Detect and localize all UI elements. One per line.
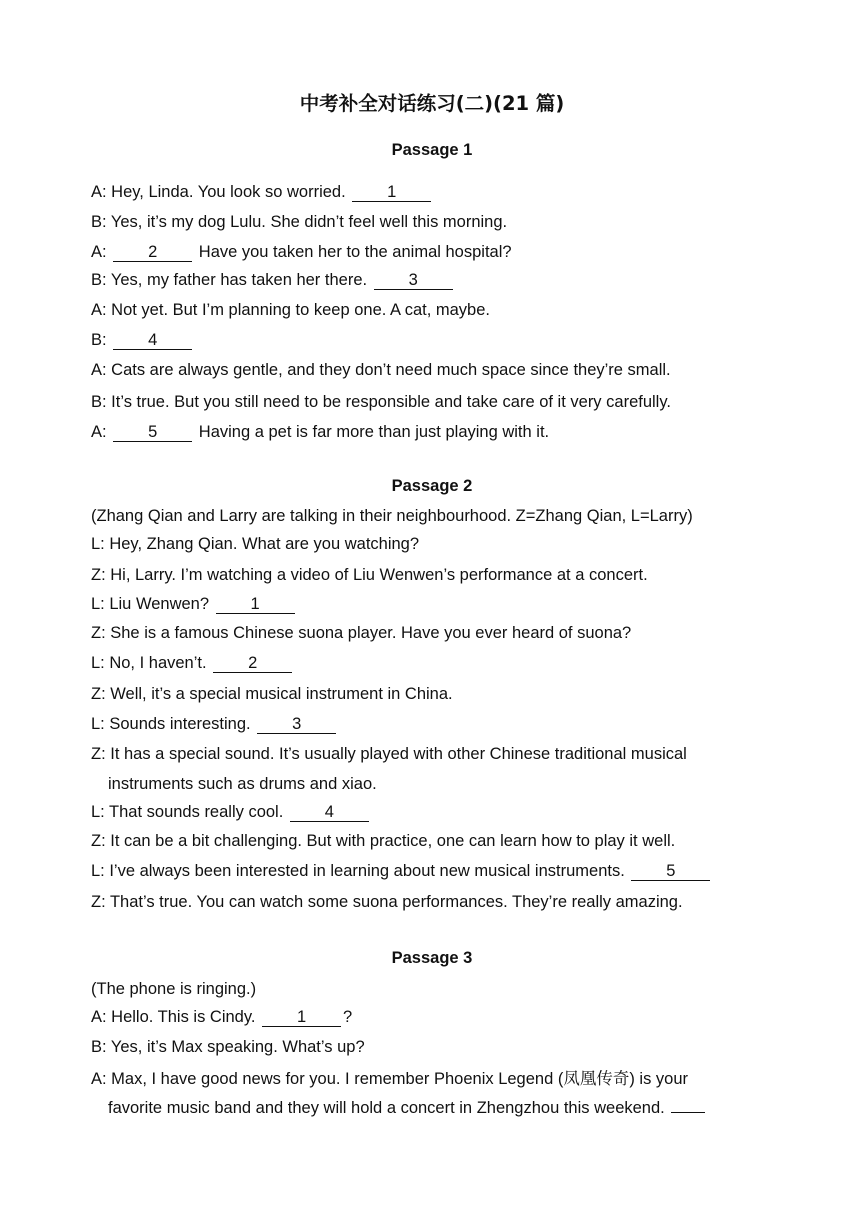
dialogue-text: L: That sounds really cool. bbox=[91, 803, 288, 821]
dialogue-line bbox=[91, 1068, 688, 1090]
dialogue-text: B: bbox=[91, 331, 112, 349]
dialogue-line bbox=[91, 181, 433, 203]
passage-heading: Passage 1 bbox=[391, 141, 473, 159]
dialogue-line bbox=[91, 211, 507, 233]
answer-blank[interactable]: 3 bbox=[257, 716, 336, 734]
dialogue-line bbox=[108, 1097, 707, 1119]
dialogue-text: (Zhang Qian and Larry are talking in their neighbourhood. Z=Zhang Qian, L=Larry) bbox=[91, 507, 693, 525]
dialogue-text: A: Max, I have good news for you. I remember Phoenix Legend (凤凰传奇) is your bbox=[91, 1070, 689, 1088]
answer-blank[interactable]: 1 bbox=[262, 1009, 341, 1027]
dialogue-line bbox=[91, 1036, 365, 1058]
dialogue-text: A: bbox=[91, 423, 112, 441]
passage-heading: Passage 2 bbox=[391, 477, 473, 495]
dialogue-line bbox=[91, 891, 683, 913]
answer-blank[interactable]: 5 bbox=[631, 863, 710, 881]
dialogue-line bbox=[91, 533, 419, 555]
dialogue-text: A: Hello. This is Cindy. bbox=[91, 1008, 261, 1026]
answer-blank[interactable]: 4 bbox=[290, 804, 369, 822]
dialogue-text: B: Yes, my father has taken her there. bbox=[91, 271, 372, 289]
dialogue-text: ? bbox=[343, 1008, 353, 1026]
answer-blank[interactable] bbox=[671, 1112, 705, 1113]
answer-blank[interactable]: 2 bbox=[213, 655, 292, 673]
dialogue-text: instruments such as drums and xiao. bbox=[108, 775, 377, 793]
dialogue-line bbox=[91, 329, 194, 351]
dialogue-text: L: I’ve always been interested in learning about new musical instruments. bbox=[91, 862, 630, 880]
dialogue-line bbox=[91, 830, 675, 852]
dialogue-line bbox=[108, 773, 377, 795]
dialogue-line bbox=[91, 978, 256, 1000]
dialogue-text: L: Hey, Zhang Qian. What are you watching? bbox=[91, 535, 420, 553]
dialogue-line bbox=[91, 564, 648, 586]
dialogue-text: Have you taken her to the animal hospital? bbox=[194, 243, 512, 261]
dialogue-text: A: Hey, Linda. You look so worried. bbox=[91, 183, 351, 201]
dialogue-text: Z: She is a famous Chinese suona player. Have you ever heard of suona? bbox=[91, 624, 632, 642]
dialogue-line bbox=[91, 391, 671, 413]
dialogue-line bbox=[91, 505, 693, 527]
passage-heading: Passage 3 bbox=[391, 949, 473, 967]
dialogue-text: (The phone is ringing.) bbox=[91, 980, 257, 998]
dialogue-text: favorite music band and they will hold a concert in Zhengzhou this weekend. bbox=[108, 1099, 670, 1117]
dialogue-text: Having a pet is far more than just playing with it. bbox=[194, 423, 550, 441]
dialogue-text: Z: Well, it’s a special musical instrument in China. bbox=[91, 685, 453, 703]
dialogue-text: L: Liu Wenwen? bbox=[91, 595, 214, 613]
dialogue-text: A: Cats are always gentle, and they don’t need much space since they’re small. bbox=[91, 361, 671, 379]
dialogue-text: B: Yes, it’s Max speaking. What’s up? bbox=[91, 1038, 365, 1056]
dialogue-text: Z: That’s true. You can watch some suona performances. They’re really amazing. bbox=[91, 893, 683, 911]
dialogue-text: A: Not yet. But I’m planning to keep one. A cat, maybe. bbox=[91, 301, 490, 319]
dialogue-line bbox=[91, 860, 712, 882]
dialogue-line bbox=[91, 421, 549, 443]
dialogue-line bbox=[91, 359, 671, 381]
dialogue-text: Z: It has a special sound. It’s usually played with other Chinese traditional musical bbox=[91, 745, 687, 763]
dialogue-line bbox=[91, 652, 294, 674]
dialogue-line bbox=[91, 801, 371, 823]
dialogue-text: Z: Hi, Larry. I’m watching a video of Liu Wenwen’s performance at a concert. bbox=[91, 566, 648, 584]
answer-blank[interactable]: 4 bbox=[113, 332, 192, 350]
dialogue-line bbox=[91, 241, 512, 263]
dialogue-text: A: bbox=[91, 243, 112, 261]
dialogue-text: Z: It can be a bit challenging. But with practice, one can learn how to play it well. bbox=[91, 832, 676, 850]
dialogue-line bbox=[91, 683, 453, 705]
dialogue-line bbox=[91, 743, 687, 765]
dialogue-line bbox=[91, 593, 297, 615]
dialogue-line bbox=[91, 713, 338, 735]
dialogue-text: B: It’s true. But you still need to be responsible and take care of it very carefully. bbox=[91, 393, 671, 411]
dialogue-text: B: Yes, it’s my dog Lulu. She didn’t feel well this morning. bbox=[91, 213, 508, 231]
document-title: 中考补全对话练习(二)(21 篇) bbox=[299, 92, 565, 115]
dialogue-line bbox=[91, 269, 455, 291]
answer-blank[interactable]: 3 bbox=[374, 272, 453, 290]
dialogue-line bbox=[91, 1006, 352, 1028]
dialogue-text: L: Sounds interesting. bbox=[91, 715, 256, 733]
answer-blank[interactable]: 1 bbox=[352, 184, 431, 202]
answer-blank[interactable]: 1 bbox=[216, 596, 295, 614]
dialogue-line bbox=[91, 299, 490, 321]
dialogue-text: L: No, I haven’t. bbox=[91, 654, 212, 672]
answer-blank[interactable]: 5 bbox=[113, 424, 192, 442]
dialogue-line bbox=[91, 622, 631, 644]
answer-blank[interactable]: 2 bbox=[113, 244, 192, 262]
